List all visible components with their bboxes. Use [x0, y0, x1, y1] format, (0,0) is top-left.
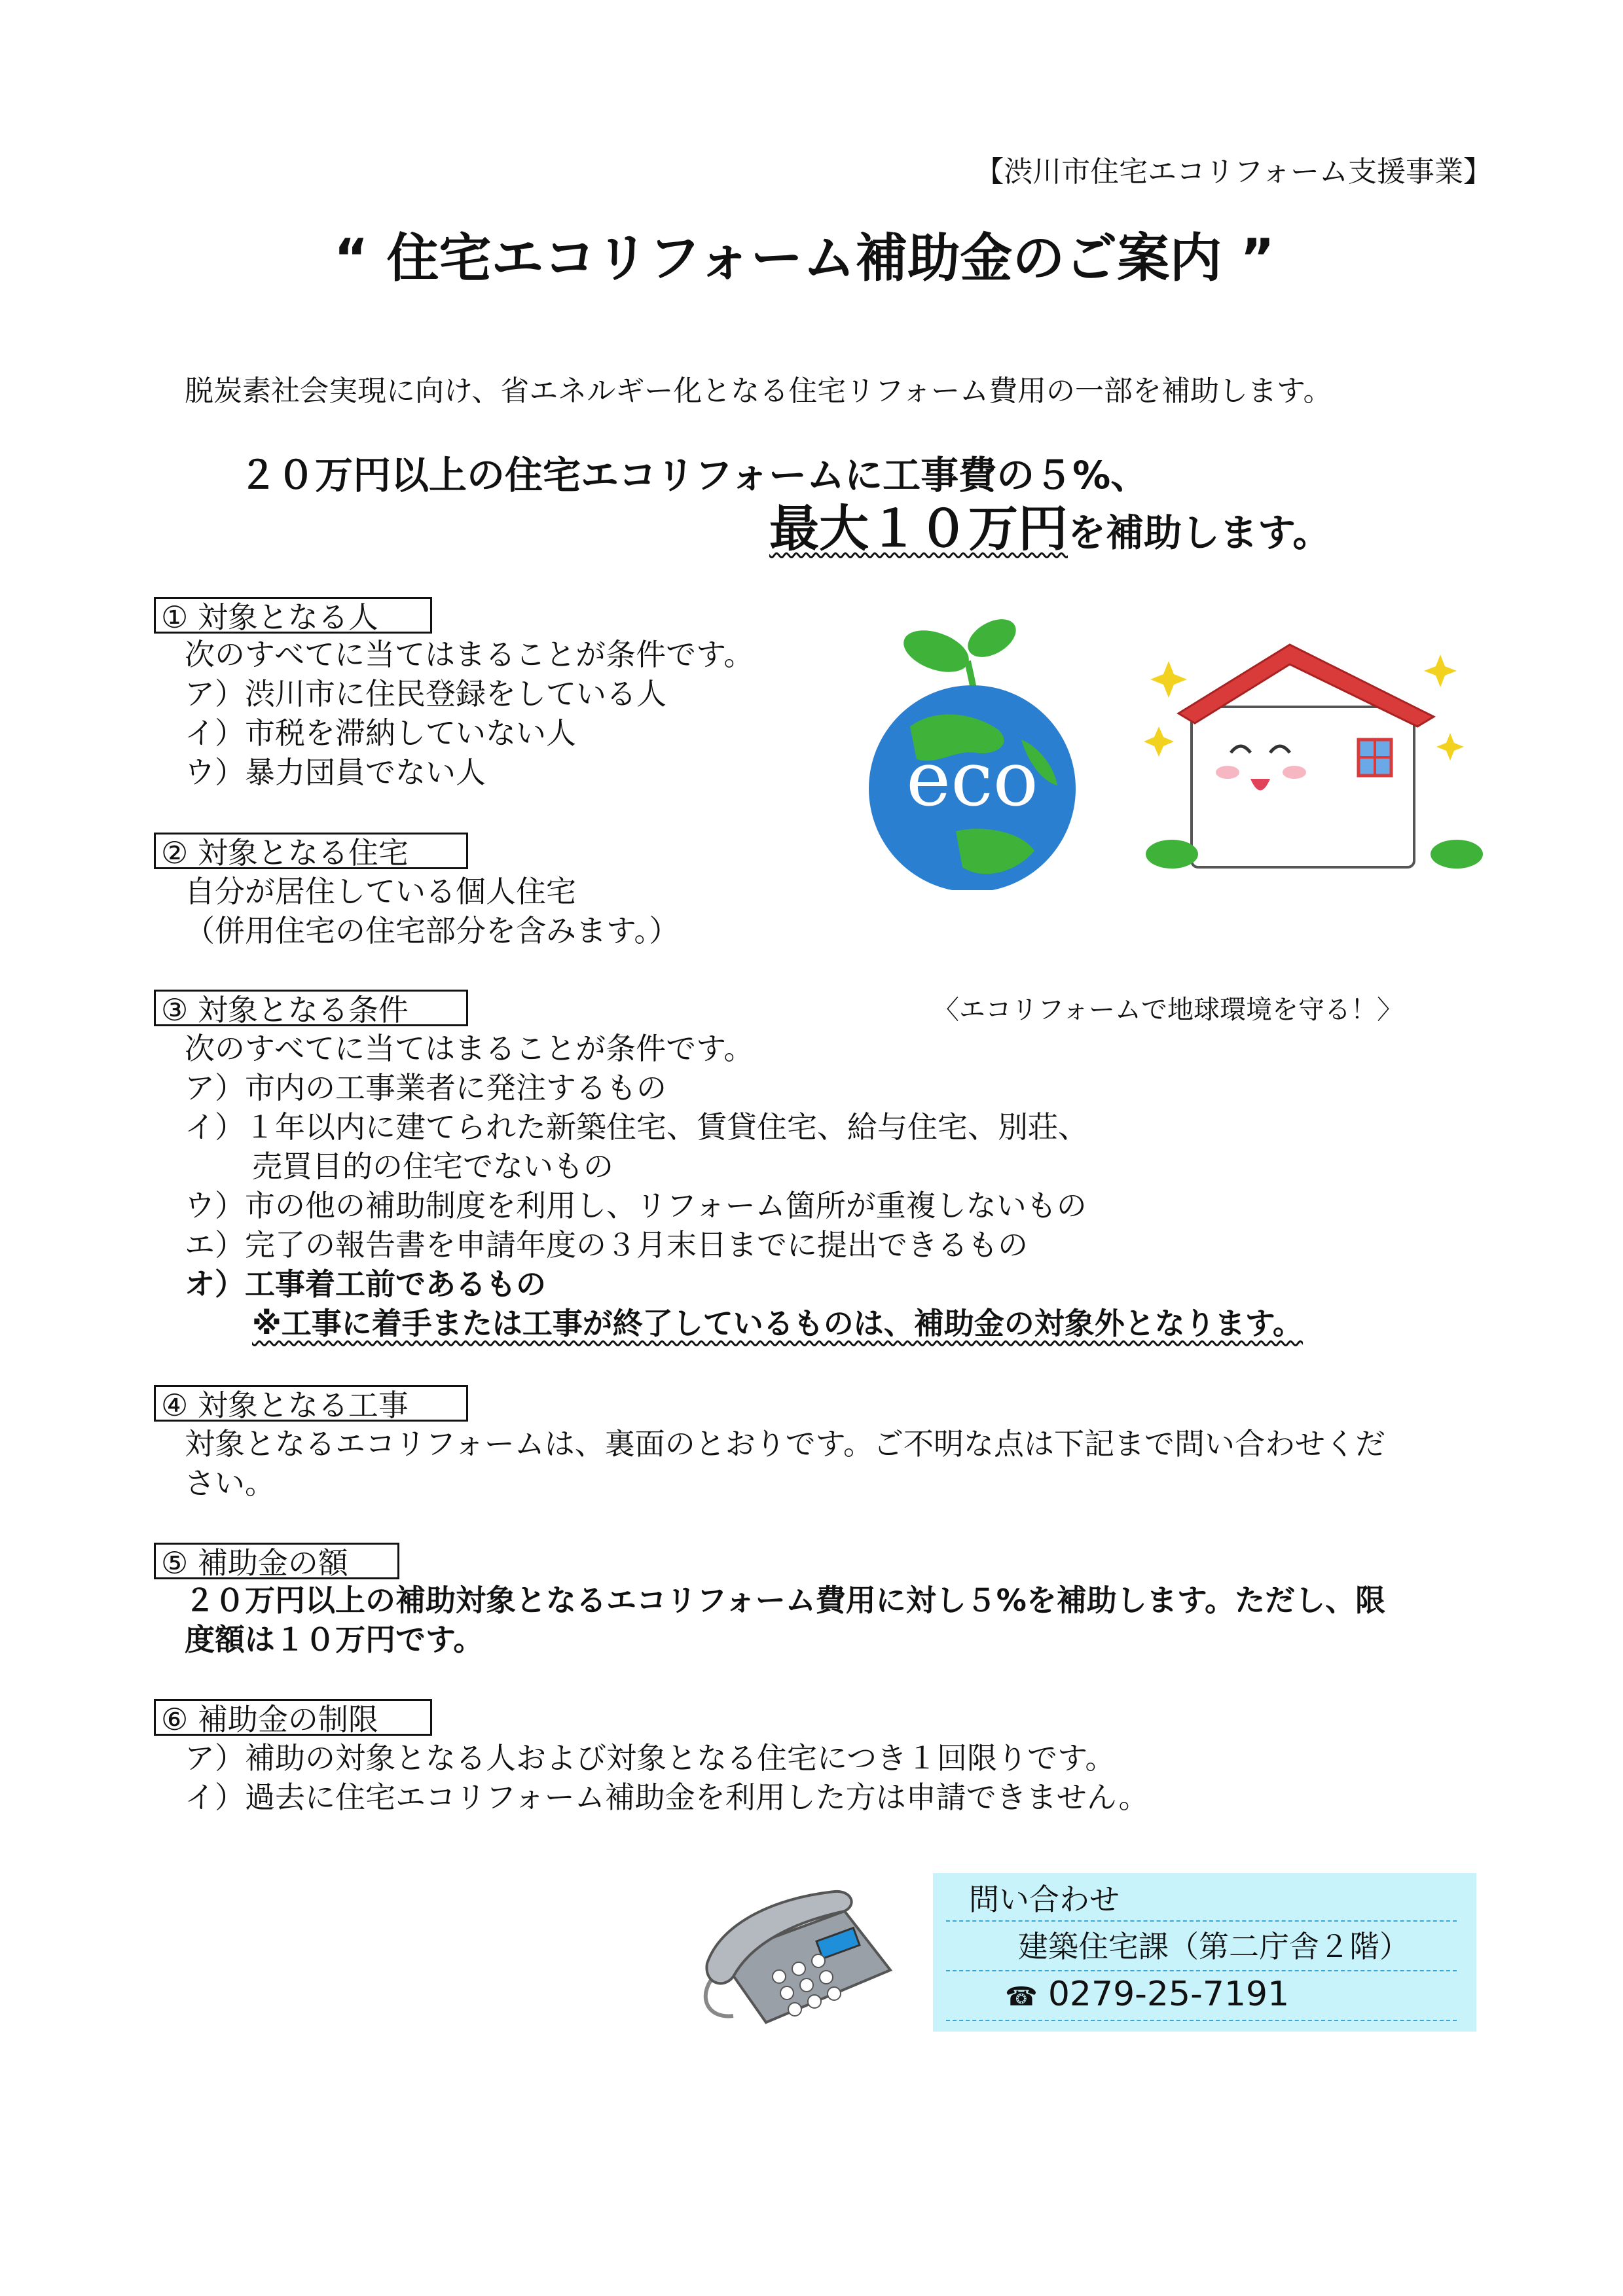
- program-name: 【渋川市住宅エコリフォーム支援事業】: [975, 155, 1492, 188]
- sparkle-3: [1144, 726, 1174, 757]
- illustration-caption: 〈エコリフォームで地球環境を守る！〉: [933, 995, 1403, 1025]
- section-2-line-2: （併用住宅の住宅部分を含みます。）: [185, 913, 680, 948]
- eco-label: eco: [906, 736, 1038, 823]
- section-5-line-2: 度額は１０万円です。: [185, 1622, 484, 1657]
- sprout-leaf-right: [961, 615, 1022, 665]
- section-2-line-1: 自分が居住している個人住宅: [185, 874, 576, 909]
- section-1-lead: 次のすべてに当てはまることが条件です。: [185, 637, 754, 672]
- house-wall: [1192, 707, 1414, 867]
- contact-phone[interactable]: 0279-25-7191: [1048, 1975, 1290, 2014]
- section-3-warning: ※工事に着手または工事が終了しているものは、補助金の対象外となります。: [252, 1306, 1304, 1341]
- max-amount: 最大１０万円: [769, 499, 1068, 558]
- sprout-leaf-left: [898, 622, 975, 680]
- section-6-item-i: イ）過去に住宅エコリフォーム補助金を利用した方は申請できません。: [185, 1780, 1149, 1815]
- section-4-line-1: 対象となるエコリフォームは、裏面のとおりです。ご不明な点は下記まで問い合わせくだ: [185, 1426, 1386, 1462]
- section-3-item-a: ア）市内の工事業者に発注するもの: [185, 1070, 666, 1105]
- section-3-item-e: エ）完了の報告書を申請年度の３月末日までに提出できるもの: [185, 1227, 1028, 1263]
- page-title: “ 住宅エコリフォーム補助金のご案内 ”: [334, 228, 1275, 289]
- contact-title: 問い合わせ: [969, 1882, 1120, 1917]
- sparkle-1: [1150, 661, 1187, 698]
- eco-earth-illustration: [858, 615, 1093, 890]
- house-cheek-right: [1283, 766, 1306, 779]
- contact-box: [933, 1873, 1476, 2032]
- intro-text: 脱炭素社会実現に向け、省エネルギー化となる住宅リフォーム費用の一部を補助します。: [185, 374, 1332, 408]
- bush-left: [1146, 840, 1198, 869]
- section-5-line-1: ２０万円以上の補助対象となるエコリフォーム費用に対し５%を補助します。ただし、限: [185, 1583, 1386, 1618]
- section-1-item-a: ア）渋川市に住民登録をしている人: [185, 676, 666, 711]
- section-3-heading: ③ 対象となる条件: [154, 990, 468, 1026]
- sparkle-2: [1424, 655, 1457, 687]
- phone-icon: ☎: [1005, 1982, 1038, 2012]
- section-6-item-a: ア）補助の対象となる人および対象となる住宅につき１回限りです。: [185, 1740, 1116, 1776]
- house-cheek-left: [1216, 766, 1239, 779]
- bush-right: [1431, 840, 1483, 869]
- contact-phone-row: [1005, 1973, 1289, 2018]
- section-1-heading: ① 対象となる人: [154, 597, 432, 634]
- sparkle-4: [1436, 733, 1464, 761]
- section-3-item-o: オ）工事着工前であるもの: [185, 1266, 546, 1302]
- section-3-lead: 次のすべてに当てはまることが条件です。: [185, 1031, 754, 1066]
- section-1-item-u: ウ）暴力団員でない人: [185, 755, 486, 790]
- section-4-line-2: さい。: [185, 1465, 275, 1501]
- highlight-rest: を補助します。: [1068, 511, 1331, 555]
- section-2-heading: ② 対象となる住宅: [154, 833, 468, 869]
- highlight-line-2: [769, 499, 1331, 559]
- contact-dept: 建築住宅課（第二庁舎２階）: [1018, 1929, 1410, 1964]
- section-6-heading: ⑥ 補助金の制限: [154, 1699, 432, 1736]
- section-5-heading: ⑤ 補助金の額: [154, 1543, 399, 1579]
- section-3-item-i-cont: 売買目的の住宅でないもの: [252, 1149, 613, 1184]
- section-1-item-i: イ）市税を滞納していない人: [185, 715, 576, 751]
- section-4-heading: ④ 対象となる工事: [154, 1385, 468, 1422]
- telephone-illustration: [694, 1885, 903, 2036]
- section-3-item-i: イ）１年以内に建てられた新築住宅、賃貸住宅、給与住宅、別荘、: [185, 1109, 1088, 1145]
- highlight-line-1: ２０万円以上の住宅エコリフォームに工事費の５%、: [239, 453, 1149, 497]
- house-illustration: [1142, 635, 1483, 877]
- section-3-item-u: ウ）市の他の補助制度を利用し、リフォーム箇所が重複しないもの: [185, 1188, 1087, 1223]
